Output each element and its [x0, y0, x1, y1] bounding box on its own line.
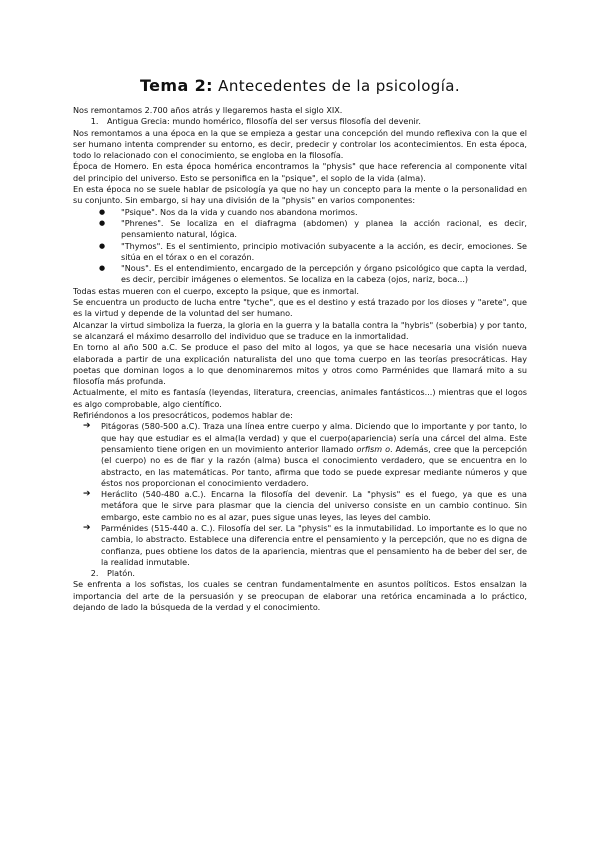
list-item: ● "Nous". Es el entendimiento, encargado de la percepción y órgano psicológico que capta la verdad, es decir, percibir imágenes o elementos. Se localiza en la cabeza (ojos, nariz, boca...): [99, 263, 527, 286]
parmenides-text: Parménides (515-440 a. C.). Filosofía del ser. La "physis" es la inmutabilidad. Lo importante es lo que no cambia, lo abstracto. Establece una diferencia entre el pensamiento y la percepción, que no es digna de confianza, pues obtiene los datos de la apariencia, mientras que el pensamiento ha de beber del ser, de la realidad inmutable.: [101, 522, 527, 567]
title-number: Tema 2:: [139, 76, 213, 95]
arrow-icon: ➔: [83, 522, 91, 533]
pitagoras-text-b: . Además, cree que la percepción (el cuerpo) no es de fiar y la razón (alma) busca el conocimiento verdadero, que se encuentra en lo abstracto, en las matemáticas. Por tanto, afirma que todo se puede expresar mediante números y que éstos nos proporcionan el conocimiento verdadero.: [101, 443, 527, 488]
presocratics-list: [73, 421, 527, 568]
list-item-heraclito: [83, 489, 527, 523]
section-list-1: [73, 116, 527, 127]
components-list: [73, 207, 527, 286]
list-item: ● "Psique". Nos da la vida y cuando nos abandona morimos.: [99, 207, 527, 218]
section-heading-2: 2. Platón.: [101, 568, 527, 579]
title-text: Antecedentes de la psicología.: [218, 77, 461, 95]
paragraph: Se enfrenta a los sofistas, los cuales se centran fundamentalmente en asuntos políticos. Estos ensalzan la importancia del arte de la persuasión y se preocupan de elaborar una retórica encaminada a lo práctico, dejando de lado la búsqueda de la verdad y el conocimiento.: [73, 579, 527, 613]
list-item-parmenides: [83, 523, 527, 568]
orfismo-term: orfism o: [356, 443, 391, 454]
paragraph: Todas estas mueren con el cuerpo, excepto la psique, que es inmortal.: [73, 285, 359, 296]
paragraph: Actualmente, el mito es fantasía (leyendas, literatura, creencias, animales fantásticos...) mientras que el logos es algo comprobable, algo científico.: [73, 387, 527, 409]
heraclito-text: Heráclito (540-480 a.C.). Encarna la filosofía del devenir. La "physis" es el fuego, ya que es una metáfora que le sirve para plasmar que la ciencia del universo consiste en un cambio continuo. Sin embargo, este cambio no es al azar, pues sigue unas leyes, las leyes del cambio.: [101, 489, 527, 522]
paragraph: Refiriéndonos a los presocráticos, podemos hablar de:: [73, 410, 293, 421]
document-page: [73, 76, 527, 613]
paragraph: Época de Homero. En esta época homérica encontramos la "physis" que hace referencia al componente vital del principio del universo. Esto se personifica en la "psique", el soplo de la vida (alma).: [73, 161, 527, 183]
arrow-icon: ➔: [83, 489, 91, 500]
paragraph: Nos remontamos a una época en la que se empieza a gestar una concepción del mundo reflexiva con la que el ser humano intenta comprender su entorno, es decir, predecir y controlar los acontecimientos. En esta época, todo lo relacionado con el conocimiento, se engloba en la filosofía.: [73, 127, 527, 161]
paragraph: En torno al año 500 a.C. Se produce el paso del mito al logos, ya que se hace necesaria una visión nueva elaborada a partir de una explicación naturalista del uno que toma cuerpo en las teorías presocráticas. Hay poetas que dominan logos a lo que denominaremos mitos y otros como Parménides que llamará mito a su filosofía más profunda.: [73, 342, 527, 387]
arrow-icon: ➔: [83, 421, 91, 432]
page-title: [73, 76, 527, 96]
list-item-pitagoras: [83, 421, 527, 489]
section-heading-1: 1. Antigua Grecia: mundo homérico, filosofía del ser versus filosofía del devenir.: [101, 116, 527, 127]
section-list-2: [73, 568, 527, 579]
intro-paragraph: Nos remontamos 2.700 años atrás y llegaremos hasta el siglo XIX.: [73, 105, 343, 115]
paragraph: Alcanzar la virtud simboliza la fuerza, la gloria en la guerra y la batalla contra la "hybris" (soberbia) y por tanto, se alcanzará el máximo desarrollo del individuo que se traduce en la inmortalidad.: [73, 319, 527, 341]
list-item: ● "Thymos". Es el sentimiento, principio motivación subyacente a la acción, es decir, emociones. Se sitúa en el tórax o en el corazón.: [99, 241, 527, 264]
paragraph: Se encuentra un producto de lucha entre "tyche", que es el destino y está trazado por los dioses y "arete", que es la virtud y depende de la voluntad del ser humano.: [73, 297, 527, 319]
pitagoras-text-a: Pitágoras (580-500 a.C). Traza una línea entre cuerpo y alma. Diciendo que lo importante y por tanto, lo que hay que estudiar es el alma(la verdad) y que el cuerpo(apariencia) sería una cárcel del alma. Este pensamiento tiene origen en un movimiento anterior llamado: [101, 421, 527, 454]
paragraph: En esta época no se suele hablar de psicología ya que no hay un concepto para la mente o la personalidad en su conjunto. Sin embargo, si hay una división de la "physis" en varios componentes:: [73, 184, 527, 206]
list-item: ● "Phrenes". Se localiza en el diafragma (abdomen) y planea la acción racional, es decir, pensamiento natural, lógica.: [99, 218, 527, 241]
